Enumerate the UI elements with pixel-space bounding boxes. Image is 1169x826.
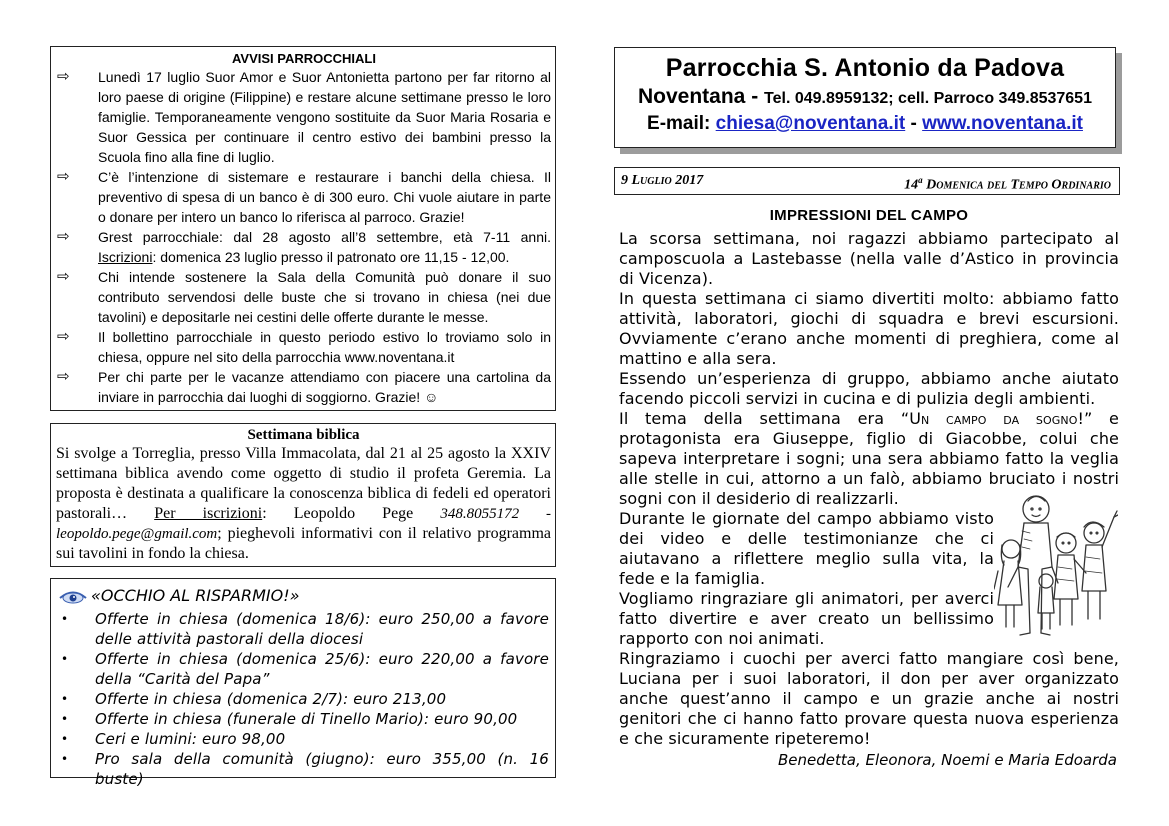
avvisi-parrocchiali-box: [50, 46, 556, 411]
parish-title: Parrocchia S. Antonio da Padova: [665, 54, 1065, 82]
biblica-text-3: ; pieghevoli informativi con il relativo programma sui tavolini in fondo la chiesa.: [56, 525, 551, 562]
parish-place: Noventana -: [638, 85, 765, 108]
offerta-text: Offerte in chiesa (domenica 18/6): euro 250,00 a favore delle attività pastorali della diocesi: [95, 610, 549, 648]
occhio-al-risparmio-box: [50, 578, 556, 788]
web-separator: -: [905, 113, 923, 134]
date-day: 9: [621, 173, 632, 188]
children-illustration: [994, 487, 1118, 637]
liturgical-sunday: [904, 168, 1111, 198]
avviso-item: [57, 67, 551, 167]
offerta-item: [55, 709, 549, 729]
risparmio-title: «OCCHIO AL RISPARMIO!»: [91, 586, 300, 605]
arrow-right-icon: ⇨: [57, 268, 70, 285]
avviso-item: [57, 367, 551, 407]
offerta-text: Offerte in chiesa (domenica 25/6): euro 220,00 a favore della “Carità del Papa”: [95, 650, 549, 688]
biblica-text-1: Si svolge a Torreglia, presso Villa Immacolata, dal 21 al 25 agosto la XXIV settimana biblica avendo come oggetto di studio il profeta Geremia. La proposta è destinata a qualificare la conoscenza biblica di fedeli ed operatori pastorali…: [56, 445, 551, 522]
bullet-icon: •: [61, 712, 69, 726]
offerta-item: [55, 729, 549, 749]
bullet-icon: •: [61, 752, 69, 766]
biblica-contact: 348.8055172 - leopoldo.pege@gmail.com: [56, 506, 551, 542]
article-paragraph: Ringraziamo i cuochi per averci fatto mangiare così bene, Luciana per i suoi laboratori, il don per aver organizzato anche quest’anno il campo e un grazie anche ai nostri genitori che ci hanno fatto provare questa nuova esperienza e che sicuramente ripeteremo!: [619, 649, 1119, 748]
article-title: IMPRESSIONI DEL CAMPO: [769, 207, 969, 224]
sunday-ordinal: a: [918, 175, 923, 185]
risparmio-header: [55, 583, 549, 609]
offerta-text: Pro sala della comunità (giugno): euro 355,00 (n. 16 buste): [95, 750, 549, 788]
sunday-text: Domenica del Tempo Ordinario: [922, 177, 1111, 193]
arrow-right-icon: ⇨: [57, 168, 70, 185]
parish-phones: Tel. 049.8959132; cell. Parroco 349.8537651: [764, 90, 1092, 107]
email-link[interactable]: chiesa@noventana.it: [715, 113, 906, 134]
date-bar: [614, 167, 1120, 195]
date-month: Luglio: [631, 173, 672, 188]
avviso-text: Grest parrocchiale: dal 28 agosto all’8 settembre, età 7-11 anni.: [98, 229, 551, 245]
article-paragraph: Vogliamo ringraziare gli animatori, per averci fatto divertire e aver creato un bellissimo rapporto con noi animati.: [619, 589, 994, 648]
avviso-text: Il bollettino parrocchiale in questo periodo estivo lo troviamo solo in chiesa, oppure nel sito della parrocchia www.noventana.it: [98, 329, 551, 365]
biblica-text-2: : Leopoldo Pege: [262, 505, 441, 522]
avviso-text: Lunedì 17 luglio Suor Amor e Suor Antonietta partono per far ritorno al loro paese di origine (Filippine) e restare alcune settimane presso le loro famiglie. Temporaneamente vengono sostituite da Suor Maria Rosaria e Suor Gessica per continuare il centro estivo dei bambini presso la Scuola fino alla fine di luglio.: [98, 69, 551, 165]
offerta-text: Offerte in chiesa (domenica 2/7): euro 213,00: [95, 690, 447, 708]
article-paragraph: Durante le giornate del campo abbiamo visto dei video e delle testimonianze che ci aiutavano a riflettere meglio sulla vita, la fede e la famiglia.: [619, 509, 994, 588]
eye-icon: [59, 590, 87, 604]
avviso-item: [57, 327, 551, 367]
offerta-item: [55, 749, 549, 789]
offerta-item: [55, 609, 549, 649]
offerta-text: Offerte in chiesa (funerale di Tinello Mario): euro 90,00: [95, 710, 518, 728]
offerta-item: [55, 649, 549, 689]
avviso-item: [57, 167, 551, 227]
arrow-right-icon: ⇨: [57, 68, 70, 85]
iscrizioni-label: Per iscrizioni: [154, 505, 263, 522]
bullet-icon: •: [61, 612, 69, 626]
parish-header: [614, 47, 1116, 148]
biblica-title: Settimana biblica: [247, 427, 360, 443]
article-signature: Benedetta, Eleonora, Noemi e Maria Edoarda: [778, 751, 1117, 769]
article-paragraph: La scorsa settimana, noi ragazzi abbiamo partecipato al camposcuola a Lastebasse (nella valle d’Astico in provincia di Vicenza).: [619, 229, 1119, 288]
email-label: E-mail:: [647, 113, 716, 134]
avviso-item: [57, 267, 551, 327]
arrow-right-icon: ⇨: [57, 228, 70, 245]
parish-contacts: [615, 84, 1115, 110]
offerta-text: Ceri e lumini: euro 98,00: [95, 730, 286, 748]
biblica-text: [56, 444, 551, 564]
offerta-item: [55, 689, 549, 709]
bullet-icon: •: [61, 732, 69, 746]
website-link[interactable]: www.noventana.it: [922, 113, 1083, 134]
parish-web: [615, 110, 1115, 138]
avviso-text-rest: : domenica 23 luglio presso il patronato ore 11,15 - 12,00.: [152, 249, 510, 265]
date: [621, 173, 703, 188]
p4-rest: e protagonista era Giuseppe, figlio di Giacobbe, colui che sapeva interpretare i sogni; una sera abbiamo fatto la veglia alle stelle in cui, attorno a un falò, abbiamo bruciato i nostri sogni con il desiderio di realizzarli.: [619, 409, 1119, 508]
sunday-number: 14: [904, 177, 919, 193]
avvisi-title: AVVISI PARROCCHIALI: [232, 51, 376, 66]
arrow-right-icon: ⇨: [57, 328, 70, 345]
date-year: 2017: [671, 173, 704, 188]
bullet-icon: •: [61, 692, 69, 706]
p4-start: Il tema della settimana era: [619, 409, 901, 428]
settimana-biblica-box: [50, 423, 556, 567]
article-paragraph: In questa settimana ci siamo divertiti molto: abbiamo fatto attività, laboratori, giochi di squadra e brevi escursioni. Ovviamente c’erano anche momenti di preghiera, come al mattino e alla sera.: [619, 289, 1119, 368]
arrow-right-icon: ⇨: [57, 368, 70, 385]
article-paragraph: Essendo un’esperienza di gruppo, abbiamo anche aiutato facendo piccoli servizi in cucina e di pulizia degli ambienti.: [619, 369, 1119, 408]
bullet-icon: •: [61, 652, 69, 666]
iscrizioni-label: Iscrizioni: [98, 249, 153, 265]
avviso-text: C’è l’intenzione di sistemare e restaurare i banchi della chiesa. Il preventivo di spesa di un banco è di 300 euro. Chi vuole aiutare in parte o donare per intero un banco lo riferisca al parroco. Grazie!: [98, 169, 551, 225]
avviso-item: [57, 227, 551, 267]
camp-theme: “Un campo da sogno!”: [900, 409, 1093, 428]
avviso-text: Per chi parte per le vacanze attendiamo con piacere una cartolina da inviare in parrocchia dai luoghi di soggiorno. Grazie! ☺: [98, 369, 551, 405]
avviso-text: Chi intende sostenere la Sala della Comunità può donare il suo contributo servendosi delle buste che si trovano in chiesa (nei due tavolini) e depositarle nei cestini delle offerte durante le messe.: [98, 269, 551, 325]
